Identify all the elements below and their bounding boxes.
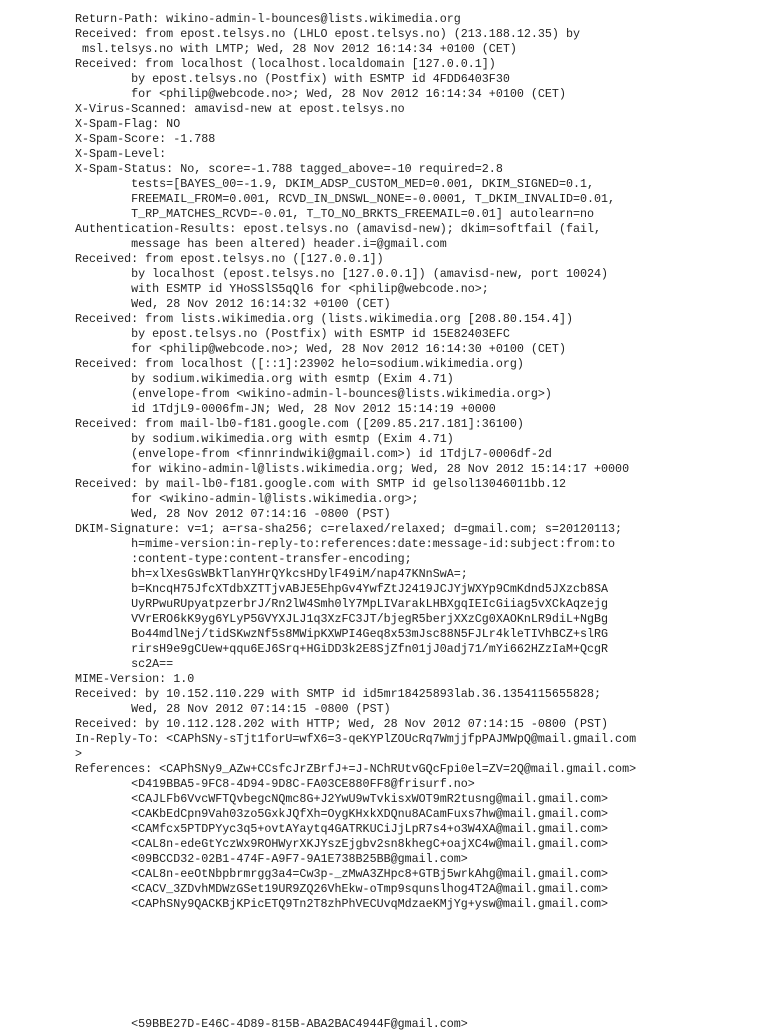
header-line: <CACV_3ZDvhMDWzGSet19UR9ZQ26VhEkw-oTmp9squnslhog4T2A@mail.gmail.com> — [75, 882, 609, 896]
header-line: by sodium.wikimedia.org with esmtp (Exim 4.71) — [75, 372, 454, 386]
header-line: X-Spam-Flag: NO — [75, 117, 181, 131]
header-line: Authentication-Results: epost.telsys.no (amavisd-new); dkim=softfail (fail, — [75, 222, 602, 236]
header-line: Wed, 28 Nov 2012 07:14:15 -0800 (PST) — [75, 702, 391, 716]
header-line: for wikino-admin-l@lists.wikimedia.org; Wed, 28 Nov 2012 15:14:17 +0000 — [75, 462, 630, 476]
header-line: <CAPhSNy9QACKBjKPicETQ9Tn2T8zhPhVECUvqMdzaeKMjYg+ysw@mail.gmail.com> — [75, 897, 609, 911]
header-line: (envelope-from <finnrindwiki@gmail.com>) id 1TdjL7-0006df-2d — [75, 447, 552, 461]
email-header-document — [75, 12, 765, 1032]
header-line: by localhost (epost.telsys.no [127.0.0.1]) (amavisd-new, port 10024) — [75, 267, 609, 281]
header-line: id 1TdjL9-0006fm-JN; Wed, 28 Nov 2012 15:14:19 +0000 — [75, 402, 496, 416]
header-line: > — [75, 747, 83, 761]
header-line: DKIM-Signature: v=1; a=rsa-sha256; c=relaxed/relaxed; d=gmail.com; s=20120113; — [75, 522, 623, 536]
header-line: X-Virus-Scanned: amavisd-new at epost.telsys.no — [75, 102, 405, 116]
header-line: for <philip@webcode.no>; Wed, 28 Nov 2012 16:14:34 +0100 (CET) — [75, 87, 566, 101]
header-line: Received: from epost.telsys.no (LHLO epost.telsys.no) (213.188.12.35) by — [75, 27, 580, 41]
header-line: Received: from lists.wikimedia.org (lists.wikimedia.org [208.80.154.4]) — [75, 312, 573, 326]
header-line: In-Reply-To: <CAPhSNy-sTjt1forU=wfX6=3-qeKYPlZOUcRq7WmjjfpPAJMWpQ@mail.gmail.com — [75, 732, 637, 746]
header-line: Received: from mail-lb0-f181.google.com ([209.85.217.181]:36100) — [75, 417, 524, 431]
header-line: msl.telsys.no with LMTP; Wed, 28 Nov 2012 16:14:34 +0100 (CET) — [75, 42, 517, 56]
header-line: <59BBE27D-E46C-4D89-815B-ABA2BAC4944F@gmail.com> — [75, 1017, 468, 1031]
header-line: <09BCCD32-02B1-474F-A9F7-9A1E738B25BB@gmail.com> — [75, 852, 468, 866]
header-line: <CAL8n-edeGtYczWx9ROHWyrXKJYszEjgbv2sn8khegC+oajXC4w@mail.gmail.com> — [75, 837, 609, 851]
header-line: References: <CAPhSNy9_AZw+CCsfcJrZBrfJ+=J-NChRUtvGQcFpi0el=ZV=2Q@mail.gmail.com> — [75, 762, 637, 776]
header-line: bh=xlXesGsWBkTlanYHrQYkcsHDylF49iM/nap47KNnSwA=; — [75, 567, 468, 581]
header-line: Received: by mail-lb0-f181.google.com with SMTP id gelsol13046011bb.12 — [75, 477, 566, 491]
header-line: <CAJLFb6VvcWFTQvbegcNQmc8G+J2YwU9wTvkisxWOT9mR2tusng@mail.gmail.com> — [75, 792, 609, 806]
header-line: for <philip@webcode.no>; Wed, 28 Nov 2012 16:14:30 +0100 (CET) — [75, 342, 566, 356]
header-line: Bo44mdlNej/tidSKwzNf5s8MWipKXWPI4Geq8x53mJsc88N5FJLr4kleTIVhBCZ+slRG — [75, 627, 609, 641]
header-line: :content-type:content-transfer-encoding; — [75, 552, 412, 566]
header-line: UyRPwuRUpyatpzerbrJ/Rn2lW4Smh0lY7MpLIVarakLHBXgqIEIcGiiag5vXCkAqzejg — [75, 597, 609, 611]
header-line: with ESMTP id YHoSSlS5qQl6 for <philip@webcode.no>; — [75, 282, 489, 296]
header-line: MIME-Version: 1.0 — [75, 672, 195, 686]
header-line: VVrERO6kK9yg6YLyP5GVYXJLJ1q3XzFC3JT/bjegR5berjXXzCg0XAOKnLR9diL+NgBg — [75, 612, 609, 626]
header-line: X-Spam-Score: -1.788 — [75, 132, 216, 146]
header-line: b=KncqH75JfcXTdbXZTTjvABJE5EhpGv4YwfZtJ2419JCJYjWXYp9CmKdnd5JXzcb8SA — [75, 582, 609, 596]
header-line: Received: from localhost (localhost.localdomain [127.0.0.1]) — [75, 57, 496, 71]
header-line: message has been altered) header.i=@gmail.com — [75, 237, 447, 251]
header-line: X-Spam-Level: — [75, 147, 167, 161]
header-line: by sodium.wikimedia.org with esmtp (Exim 4.71) — [75, 432, 454, 446]
header-line: tests=[BAYES_00=-1.9, DKIM_ADSP_CUSTOM_MED=0.001, DKIM_SIGNED=0.1, — [75, 177, 595, 191]
header-line: Return-Path: wikino-admin-l-bounces@lists.wikimedia.org — [75, 12, 461, 26]
header-line: rirsH9e9gCUew+qqu6EJ6Srq+HGiDD3k2E8SjZfn01jJ0adj71/mYi662HZzIaM+QcgR — [75, 642, 609, 656]
header-line: (envelope-from <wikino-admin-l-bounces@lists.wikimedia.org>) — [75, 387, 552, 401]
header-line: Received: from epost.telsys.no ([127.0.0.1]) — [75, 252, 384, 266]
header-line: by epost.telsys.no (Postfix) with ESMTP id 4FDD6403F30 — [75, 72, 510, 86]
header-line: <CAMfcx5PTDPYyc3q5+ovtAYaytq4GATRKUCiJjLpR7s4+o3W4XA@mail.gmail.com> — [75, 822, 609, 836]
header-line: for <wikino-admin-l@lists.wikimedia.org>; — [75, 492, 419, 506]
header-line: h=mime-version:in-reply-to:references:date:message-id:subject:from:to — [75, 537, 616, 551]
blank-gap — [75, 912, 765, 1017]
header-line: sc2A== — [75, 657, 174, 671]
header-line: Received: by 10.112.128.202 with HTTP; Wed, 28 Nov 2012 07:14:15 -0800 (PST) — [75, 717, 609, 731]
header-line: Wed, 28 Nov 2012 07:14:16 -0800 (PST) — [75, 507, 391, 521]
header-line: <CAL8n-eeOtNbpbrmrgg3a4=Cw3p-_zMwA3ZHpc8+GTBj5wrkAhg@mail.gmail.com> — [75, 867, 609, 881]
header-line: FREEMAIL_FROM=0.001, RCVD_IN_DNSWL_NONE=-0.0001, T_DKIM_INVALID=0.01, — [75, 192, 616, 206]
header-line: <D419BBA5-9FC8-4D94-9D8C-FA03CE880FF8@frisurf.no> — [75, 777, 475, 791]
header-line: <CAKbEdCpn9Vah03zo5GxkJQfXh=OygKHxkXDQnu8ACamFuxs7hw@mail.gmail.com> — [75, 807, 609, 821]
header-line: X-Spam-Status: No, score=-1.788 tagged_above=-10 required=2.8 — [75, 162, 503, 176]
header-line: by epost.telsys.no (Postfix) with ESMTP id 15E82403EFC — [75, 327, 510, 341]
email-header-continuation — [75, 1017, 765, 1032]
header-line: Received: by 10.152.110.229 with SMTP id id5mr18425893lab.36.1354115655828; — [75, 687, 602, 701]
header-line: Received: from localhost ([::1]:23902 helo=sodium.wikimedia.org) — [75, 357, 524, 371]
header-line: Wed, 28 Nov 2012 16:14:32 +0100 (CET) — [75, 297, 391, 311]
header-line: T_RP_MATCHES_RCVD=-0.01, T_TO_NO_BRKTS_FREEMAIL=0.01] autolearn=no — [75, 207, 595, 221]
email-header-lines — [75, 12, 765, 912]
